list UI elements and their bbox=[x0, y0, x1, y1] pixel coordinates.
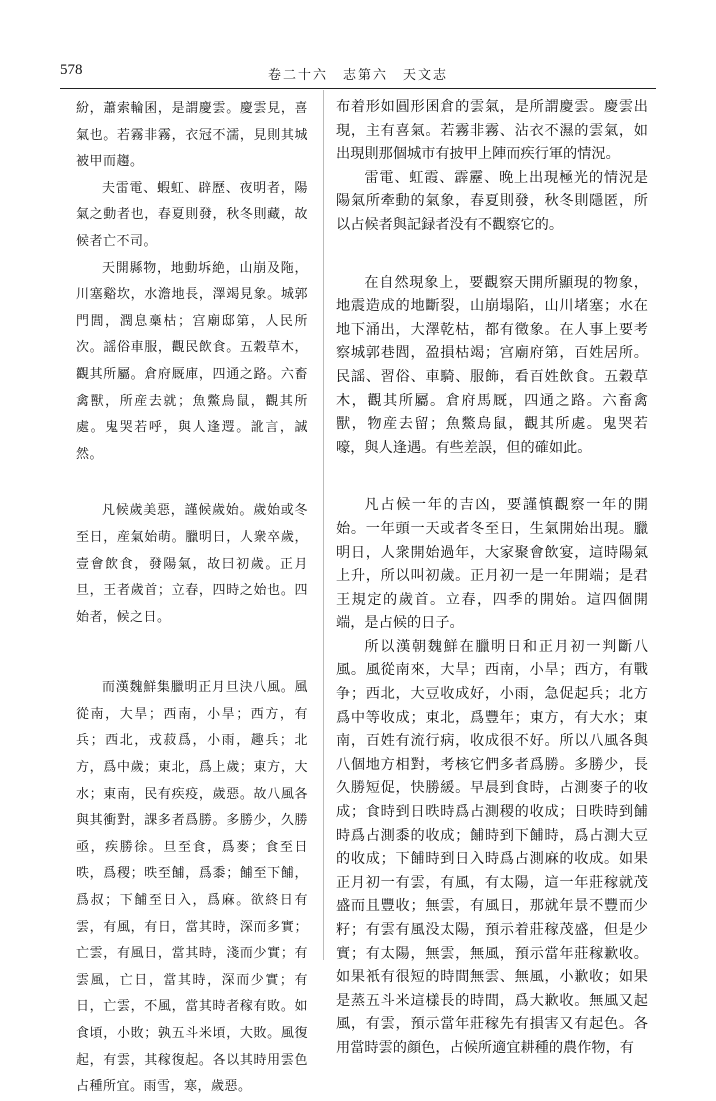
paragraph-gap bbox=[76, 631, 308, 675]
header-rule bbox=[60, 88, 656, 89]
translation-paragraph: 雷電、虹霞、霹靂、晚上出現極光的情況是陽氣所牽動的氣象，春夏則發，秋冬則隱匿，所以占候者與記録者没有不觀察它的。 bbox=[336, 169, 648, 233]
original-paragraph: 夫雷電、蝦虹、辟歷、夜明者，陽氣之動者也，春夏則發，秋冬則藏，故候者亡不司。 bbox=[76, 180, 308, 249]
page-header bbox=[60, 62, 656, 88]
translation-paragraph: 所以漢朝魏鮮在臘明日和正月初一判斷八風。風從南來，大旱；西南，小旱；西方，有戰争；西北，大豆收成好，小雨，急促起兵；北方爲中等收成；東北，爲豐年；東方，有大水；東南，百姓有流行病，收成很不好。所以八風各與八個地方相對，考核它們多者爲勝。多勝少，長久勝短促，快勝緩。早晨到食時，占測麥子的收成；食時到日昳時爲占測稷的收成；日昳時到餔時爲占測黍的收成；餔時到下餔時，爲占測大豆的收成；下餔時到日入時爲占測麻的收成。如果正月初一有雲，有風，有太陽，這一年莊稼就茂盛而且豐收；無雲，有風日，那就年景不豐而少籽；有雲有風没太陽，預示着莊稼茂盛，但是少實；有太陽，無雲，無風，預示當年莊稼歉收。如果衹有很短的時間無雲、無風，小歉收；如果是蒸五斗米這樣長的時間，爲大歉收。無風又起風，有雲，預示當年莊稼先有損害又有起色。各用當時雲的顔色，占候所適宜耕種的農作物，有 bbox=[336, 638, 648, 1056]
original-paragraph: 紛，蕭索輪囷，是謂慶雲。慶雲見，喜氣也。若霧非霧，衣冠不濡，見則其城被甲而趨。 bbox=[76, 101, 308, 170]
paragraph-gap bbox=[76, 468, 308, 498]
translation-column bbox=[336, 96, 648, 1061]
translation-paragraph: 布着形如圓形囷倉的雲氣，是所謂慶雲。慶雲出現，主有喜氣。若霧非霧、沾衣不濕的雲氣，如出現則那個城市有披甲上陣而疾行軍的情況。 bbox=[336, 99, 648, 163]
original-text-column bbox=[76, 96, 308, 1101]
page-number: 578 bbox=[60, 62, 83, 78]
paragraph-gap bbox=[336, 238, 648, 272]
original-paragraph: 而漢魏鮮集臘明正月旦決八風。風從南，大旱；西南，小旱；西方，有兵；西北，戎菽爲，小雨，趣兵；北方，爲中歲；東北，爲上歲；東方，大水；東南，民有疾疫，歲惡。故八風各與其衝對，課多者爲勝。多勝少，久勝亟，疾勝徐。旦至食，爲麥；食至日昳，爲稷；昳至餔，爲黍；餔至下餔，爲叔；下餔至日入，爲麻。欲終日有雲，有風，有日，當其時，深而多實；亡雲，有風日，當其時，淺而少實；有雲風，亡日，當其時，深而少實；有日，亡雲，不風，當其時者稼有敗。如食頃，小敗；孰五斗米頃，大敗。風復起，有雲，其稼復起。各以其時用雲色占種所宜。雨雪，寒，歲惡。 bbox=[76, 680, 308, 1095]
translation-paragraph: 在自然現象上，要觀察天開所顯現的物象，地震造成的地斷裂，山崩塌陷，山川堵塞；水在地下涌出，大澤乾枯，都有徵象。在人事上要考察城郭巷閭，盈損枯竭；宫廟府第，百姓居所。民謡、習俗、車騎、服飾，看百姓飲食。五穀草木，觀其所屬。倉府馬厩，四通之路。六畜禽獸，物産去留；魚鱉鳥鼠，觀其所處。鬼哭若嚎，與人逢遇。有些差誤，但的確如此。 bbox=[336, 274, 648, 456]
original-paragraph: 天開縣物，地動坼絶，山崩及陁，川塞谿坎，水澹地長，澤竭見象。城郭門閭，潤息槀枯；宫廟邸第，人民所次。謡俗車服，觀民飲食。五穀草木，觀其所屬。倉府厩庫，四通之路。六畜禽獸，所産去就；魚鱉鳥鼠，觀其所處。鬼哭若呼，與人逢遌。訛言，誠然。 bbox=[76, 260, 308, 462]
paragraph-gap bbox=[336, 460, 648, 494]
column-divider bbox=[323, 90, 324, 960]
translation-paragraph: 凡占候一年的吉凶，要謹慎觀察一年的開始。一年頭一天或者冬至日，生氣開始出現。臘明日，人衆開始過年，大家聚會飲宴，這時陽氣上升，所以叫初歲。正月初一是一年開端；是君王規定的歲首。立春，四季的開始。這四個開端，是占候的日子。 bbox=[336, 497, 648, 632]
running-head: 卷二十六 志第六 天文志 bbox=[267, 68, 448, 83]
original-paragraph: 凡候歲美惡，謹候歲始。歲始或冬至日，産氣始萌。臘明日，人衆卒歲，壹會飲食，發陽氣，故曰初歲。正月旦，王者歲首；立春，四時之始也。四始者，候之日。 bbox=[76, 503, 308, 625]
